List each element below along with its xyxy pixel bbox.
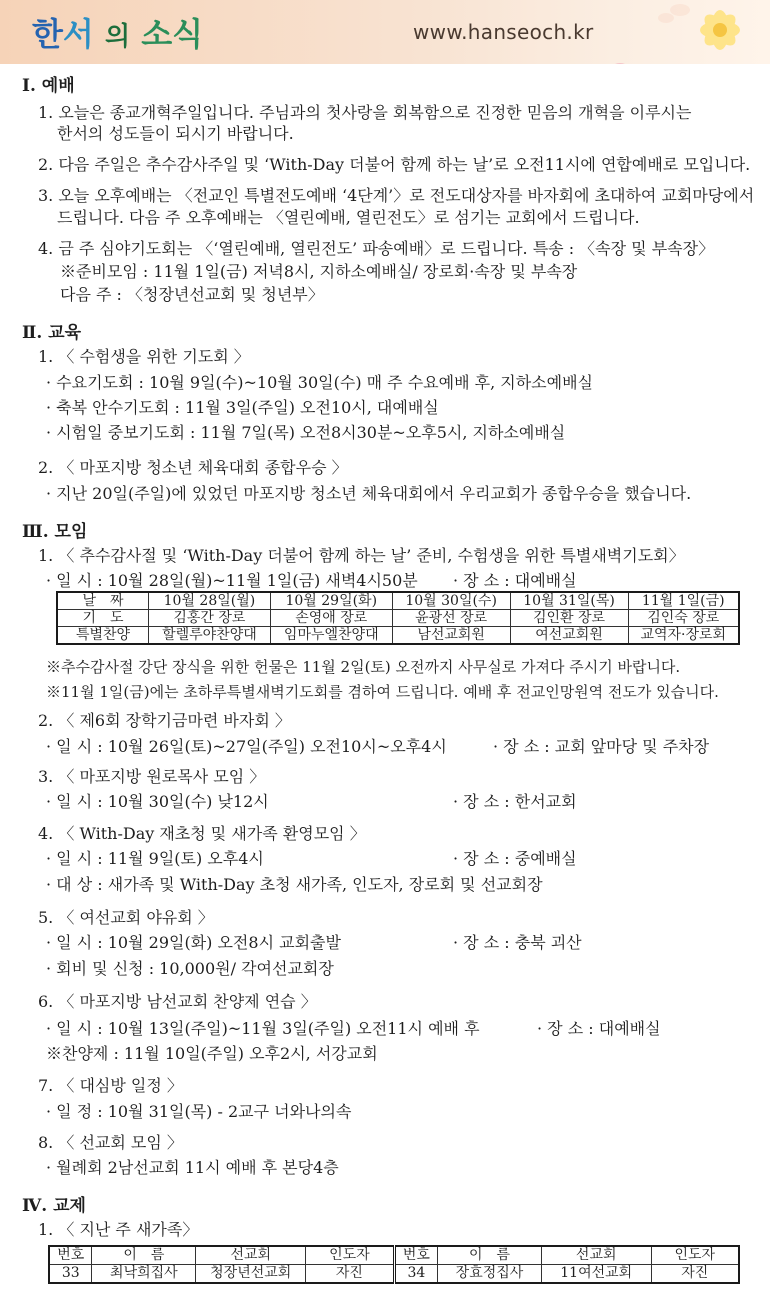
meeting-item-4-place: · 장 소 : 중예배실 — [453, 849, 577, 868]
meeting-item-3-place: · 장 소 : 한서교회 — [453, 792, 577, 811]
education-item-1: 1. 〈 수험생을 위한 기도회 〉 — [38, 347, 250, 366]
table-cell: 10월 29일(화) — [270, 592, 392, 610]
table-cell: 김홍간 장로 — [149, 610, 271, 627]
logo-char-4: 소식 — [141, 15, 204, 53]
meeting-item-2-date: · 일 시 : 10월 26일(토)~27일(주일) 오전10시~오후4시 — [46, 737, 447, 756]
worship-item-1-cont: 한서의 성도들이 되시기 바랍니다. — [57, 124, 294, 143]
worship-item-4: 4. 금 주 심야기도회는 〈‘열린예배, 열린전도’ 파송예배〉로 드립니다. 특송 : 〈속장 및 부속장〉 — [38, 239, 715, 258]
meeting-item-1-date: · 일 시 : 10월 28일(월)~11월 1일(금) 새벽4시50분 — [46, 571, 418, 590]
table-cell: 10월 31일(목) — [510, 592, 628, 610]
table-cell: 교역자·장로회 — [628, 627, 739, 645]
table-header-cell: 선교회 — [196, 1246, 306, 1265]
meeting-item-4: 4. 〈 With-Day 재초청 및 새가족 환영모임 〉 — [38, 824, 366, 843]
meeting-item-6-date: · 일 시 : 10월 13일(주일)~11월 3일(주일) 오전11시 예배 후 — [46, 1019, 480, 1038]
meeting-item-2-place: · 장 소 : 교회 앞마당 및 주차장 — [493, 737, 710, 756]
table-row — [49, 1246, 739, 1265]
table-row — [57, 627, 739, 645]
table-cell: 날 짜 — [57, 592, 149, 610]
table-cell: 자진 — [651, 1265, 739, 1284]
education-item-2a: · 지난 20일(주일)에 있었던 마포지방 청소년 체육대회에서 우리교회가 종합우승을 했습니다. — [46, 484, 692, 503]
meeting-item-5-place: · 장 소 : 충북 괴산 — [453, 933, 582, 952]
section-title-worship: Ⅰ. 예배 — [22, 76, 75, 96]
meeting-item-6-place: · 장 소 : 대예배실 — [537, 1019, 661, 1038]
dawn-prayer-schedule-table — [56, 591, 740, 645]
newsletter-header — [0, 0, 770, 64]
table-cell: 기 도 — [57, 610, 149, 627]
meeting-item-1-note-1: ※추수감사절 강단 장식을 위한 헌물은 11월 2일(토) 오전까지 사무실로 가져다 주시기 바랍니다. — [46, 658, 681, 676]
table-header-cell: 선교회 — [541, 1246, 651, 1265]
fellowship-item-1: 1. 〈 지난 주 새가족〉 — [38, 1220, 199, 1239]
table-header-cell: 인도자 — [651, 1246, 739, 1265]
worship-item-4-next: 다음 주 : 〈청장년선교회 및 청년부〉 — [60, 285, 324, 304]
table-cell: 33 — [49, 1265, 92, 1284]
table-cell: 11월 1일(금) — [628, 592, 739, 610]
logo-char-3: 의 — [104, 22, 131, 52]
meeting-item-4-date: · 일 시 : 11월 9일(토) 오후4시 — [46, 849, 264, 868]
worship-item-2: 2. 다음 주일은 추수감사주일 및 ‘With-Day 더불어 함께 하는 날’로 오전11시에 연합예배로 모입니다. — [38, 155, 751, 174]
table-header-cell: 번호 — [49, 1246, 92, 1265]
education-item-2: 2. 〈 마포지방 청소년 체육대회 종합우승 〉 — [38, 458, 348, 477]
meeting-item-4-target: · 대 상 : 새가족 및 With-Day 초청 새가족, 인도자, 장로회 및 선교회장 — [46, 875, 543, 894]
table-cell: 김인숙 장로 — [628, 610, 739, 627]
table-cell: 청장년선교회 — [196, 1265, 306, 1284]
meeting-item-7: 7. 〈 대심방 일정 〉 — [38, 1076, 183, 1095]
meeting-item-3-date: · 일 시 : 10월 30일(수) 낮12시 — [46, 792, 269, 811]
meeting-item-3: 3. 〈 마포지방 원로목사 모임 〉 — [38, 767, 266, 786]
table-cell: 장효정집사 — [438, 1265, 542, 1284]
education-item-1b: · 축복 안수기도회 : 11월 3일(주일) 오전10시, 대예배실 — [46, 398, 439, 417]
table-cell: 10월 28일(월) — [149, 592, 271, 610]
meeting-item-5: 5. 〈 여선교회 야유회 〉 — [38, 908, 214, 927]
meeting-item-6-note: ※찬양제 : 11월 10일(주일) 오후2시, 서강교회 — [46, 1044, 378, 1063]
table-cell: 윤광선 장로 — [392, 610, 510, 627]
table-cell: 김인환 장로 — [510, 610, 628, 627]
meeting-item-1-place: · 장 소 : 대예배실 — [453, 571, 577, 590]
table-cell: 자진 — [306, 1265, 394, 1284]
meeting-item-5-date: · 일 시 : 10월 29일(화) 오전8시 교회출발 — [46, 933, 341, 952]
table-cell: 34 — [394, 1265, 437, 1284]
worship-item-4-note: ※준비모임 : 11월 1일(금) 저녁8시, 지하소예배실/ 장로회·속장 및 부속장 — [60, 262, 578, 281]
table-cell: 11여선교회 — [541, 1265, 651, 1284]
meeting-item-8: 8. 〈 선교회 모임 〉 — [38, 1133, 183, 1152]
meeting-item-7-schedule: · 일 정 : 10월 31일(목) - 2교구 너와나의속 — [46, 1102, 352, 1121]
table-cell: 10월 30일(수) — [392, 592, 510, 610]
worship-item-3: 3. 오늘 오후예배는 〈전교인 특별전도예배 ‘4단계’〉로 전도대상자를 바자회에 초대하여 교회마당에서 — [38, 186, 755, 205]
site-url: www.hanseoch.kr — [413, 20, 594, 44]
section-title-fellowship: Ⅳ. 교제 — [22, 1196, 86, 1216]
new-family-table — [48, 1245, 740, 1284]
table-header-cell: 이 름 — [438, 1246, 542, 1265]
section-title-meetings: Ⅲ. 모임 — [22, 522, 88, 542]
table-row — [49, 1265, 739, 1284]
worship-item-3-cont: 드립니다. 다음 주 오후예배는 〈열린예배, 열린전도〉로 섬기는 교회에서 드립니다. — [57, 208, 640, 227]
table-cell: 할렐루야찬양대 — [149, 627, 271, 645]
table-header-cell: 인도자 — [306, 1246, 394, 1265]
education-item-1c: · 시험일 중보기도회 : 11월 7일(목) 오전8시30분~오후5시, 지하소예배실 — [46, 423, 566, 442]
table-cell: 특별찬양 — [57, 627, 149, 645]
table-header-cell: 이 름 — [92, 1246, 196, 1265]
flower-decoration-icon — [580, 0, 770, 64]
logo-char-2: 서 — [62, 15, 94, 53]
table-cell: 여선교회원 — [510, 627, 628, 645]
meeting-item-1-note-2: ※11월 1일(금)에는 초하루특별새벽기도회를 겸하여 드립니다. 예배 후 전교인망원역 전도가 있습니다. — [46, 683, 719, 701]
table-row — [57, 592, 739, 610]
meeting-item-6: 6. 〈 마포지방 남선교회 찬양제 연습 〉 — [38, 992, 317, 1011]
meeting-item-2: 2. 〈 제6회 장학기금마련 바자회 〉 — [38, 711, 291, 730]
table-cell: 남선교회원 — [392, 627, 510, 645]
education-item-1a: · 수요기도회 : 10월 9일(수)~10월 30일(수) 매 주 수요예배 후, 지하소예배실 — [46, 373, 593, 392]
table-row — [57, 610, 739, 627]
table-cell: 임마누엘찬양대 — [270, 627, 392, 645]
meeting-item-8-detail: · 월례회 2남선교회 11시 예배 후 본당4층 — [46, 1158, 339, 1177]
table-cell: 손영애 장로 — [270, 610, 392, 627]
newsletter-logo — [32, 12, 203, 56]
meeting-item-1: 1. 〈 추수감사절 및 ‘With-Day 더불어 함께 하는 날’ 준비, 수험생을 위한 특별새벽기도회〉 — [38, 546, 685, 565]
table-header-cell: 번호 — [394, 1246, 437, 1265]
logo-char-1: 한 — [32, 15, 63, 53]
section-title-education: Ⅱ. 교육 — [22, 323, 82, 343]
meeting-item-5-fee: · 회비 및 신청 : 10,000원/ 각여선교회장 — [46, 959, 334, 978]
worship-item-1: 1. 오늘은 종교개혁주일입니다. 주님과의 첫사랑을 회복함으로 진정한 믿음의 개혁을 이루시는 — [38, 103, 692, 122]
table-cell: 최낙희집사 — [92, 1265, 196, 1284]
